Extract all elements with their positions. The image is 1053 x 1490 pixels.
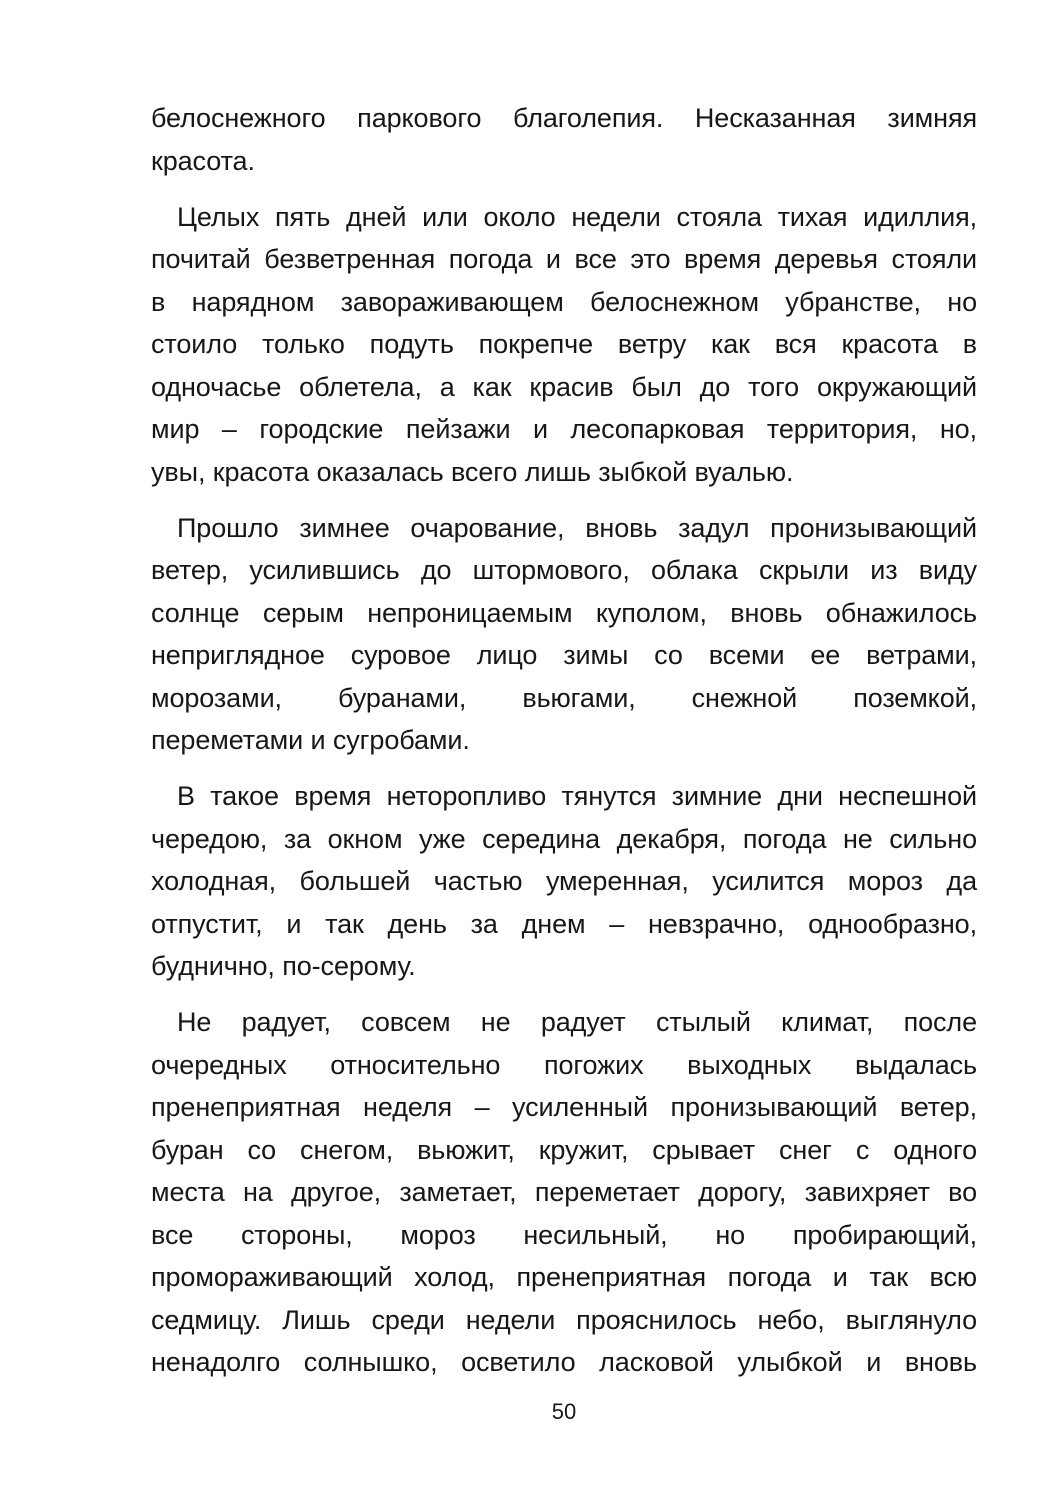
paragraph <box>151 1001 977 1384</box>
text-line: холодная, большей частью умеренная, усилится мороз да <box>151 866 977 896</box>
text-line: ненадолго солнышко, осветило ласковой улыбкой и вновь <box>151 1347 977 1377</box>
text-line: буран со снегом, вьюжит, кружит, срывает снег с одного <box>151 1134 977 1165</box>
text-line: Прошло зимнее очарование, вновь задул пронизывающий <box>177 512 977 543</box>
text-line: Не радует, совсем не радует стылый климат, после <box>177 1007 977 1037</box>
text-line: ветер, усилившись до штормового, облака скрыли из виду <box>151 555 977 585</box>
text-line: увы, красота оказалась всего лишь зыбкой вуалью. <box>151 456 794 487</box>
text-line: мир – городские пейзажи и лесопарковая территория, но, <box>151 414 977 444</box>
text-line: Целых пять дней или около недели стояла тихая идиллия, <box>177 201 977 232</box>
paragraph <box>151 196 977 494</box>
text-line: промораживающий холод, пренеприятная погода и так всю <box>151 1262 977 1292</box>
text-line: пренеприятная неделя – усиленный пронизывающий ветер, <box>151 1092 977 1122</box>
text-line: чередою, за окном уже середина декабря, погода не сильно <box>151 823 977 854</box>
text-line: переметами и сугробами. <box>151 725 470 755</box>
text-line: места на другое, заметает, переметает дорогу, завихряет во <box>151 1177 977 1207</box>
text-line: белоснежного паркового благолепия. Несказанная зимняя <box>151 103 977 133</box>
text-line: все стороны, мороз несильный, но пробирающий, <box>151 1219 977 1250</box>
text-line: красота. <box>151 145 255 176</box>
text-line: одночасье облетела, а как красив был до того окружающий <box>151 371 977 402</box>
text-line: стоило только подуть покрепче ветру как вся красота в <box>151 329 977 359</box>
page-number: 50 <box>551 1399 577 1424</box>
document-text-body <box>151 0 977 1384</box>
text-line: морозами, буранами, вьюгами, снежной поземкой, <box>151 682 977 713</box>
text-line: В такое время неторопливо тянутся зимние дни неспешной <box>177 781 977 811</box>
paragraph <box>151 97 977 182</box>
text-line: очередных относительно погожих выходных выдалась <box>151 1049 977 1080</box>
paragraph <box>151 507 977 762</box>
text-line: седмицу. Лишь среди недели прояснилось небо, выглянуло <box>151 1304 977 1335</box>
text-line: буднично, по-серому. <box>151 951 416 981</box>
text-line: почитай безветренная погода и все это время деревья стояли <box>151 244 977 274</box>
paragraph <box>151 775 977 988</box>
text-line: солнце серым непроницаемым куполом, вновь обнажилось <box>151 597 977 628</box>
text-line: в нарядном завораживающем белоснежном убранстве, но <box>151 286 977 317</box>
text-line: отпустит, и так день за днем – невзрачно, однообразно, <box>151 908 977 939</box>
text-line: неприглядное суровое лицо зимы со всеми ее ветрами, <box>151 640 977 670</box>
